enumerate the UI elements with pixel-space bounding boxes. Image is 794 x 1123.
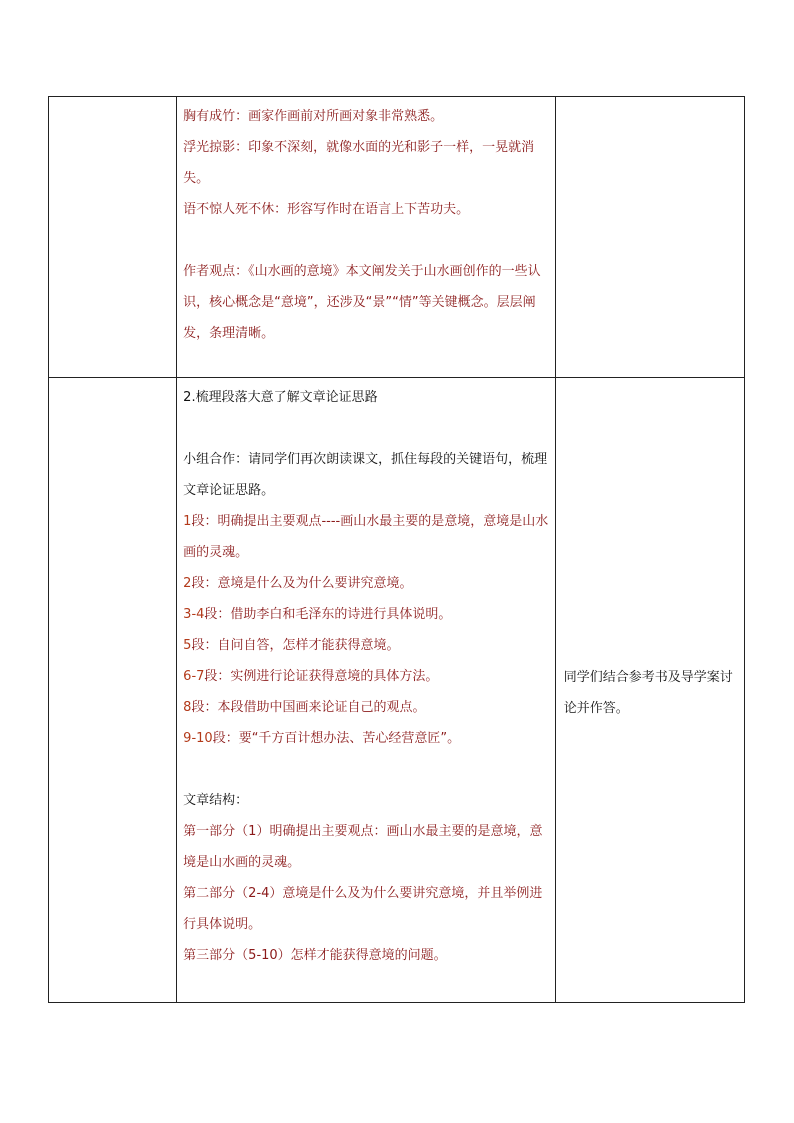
paragraph-text: 段：实例进行论证获得意境的具体方法。 <box>204 669 439 684</box>
structure-part: 第一部分（1）明确提出主要观点：画山水最主要的是意境，意境是山水画的灵魂。 <box>183 824 543 870</box>
lesson-plan-table <box>48 96 745 1003</box>
paragraph-text: 段：要“千方百计想办法、苦心经营意匠”。 <box>212 731 461 746</box>
paragraph-text: 段：意境是什么及为什么要讲究意境。 <box>191 576 413 591</box>
idiom-line: 语不惊人死不休：形容写作时在语言上下苦功夫。 <box>183 202 470 217</box>
empty-cell <box>49 378 177 1003</box>
student-activity-cell <box>555 378 744 1003</box>
content-cell <box>177 378 556 1003</box>
idiom-line: 浮光掠影：印象不深刻，就像水面的光和影子一样，一晃就消失。 <box>183 140 535 186</box>
paragraph-text: 段：明确提出主要观点----画山水最主要的是意境，意境是山水画的灵魂。 <box>183 514 549 560</box>
structure-title: 文章结构： <box>183 793 249 808</box>
paragraph-number: 9-10 <box>183 731 213 746</box>
empty-cell <box>555 97 744 378</box>
structure-part: 第二部分（2-4）意境是什么及为什么要讲究意境，并且举例进行具体说明。 <box>183 886 543 932</box>
paragraph-text: 段：自问自答，怎样才能获得意境。 <box>191 638 400 653</box>
section-heading: 2.梳理段落大意了解文章论证思路 <box>183 390 378 405</box>
paragraph-number: 1 <box>183 514 192 529</box>
structure-part: 第三部分（5-10）怎样才能获得意境的问题。 <box>183 948 447 963</box>
paragraph-number: 6-7 <box>183 669 205 684</box>
table-row <box>49 378 745 1003</box>
paragraph-summary <box>183 568 549 599</box>
paragraph-summary <box>183 630 549 661</box>
paragraph-number: 8 <box>183 700 192 715</box>
empty-cell <box>49 97 177 378</box>
paragraph-summary <box>183 599 549 630</box>
group-task: 小组合作：请同学们再次朗读课文，抓住每段的关键语句，梳理文章论证思路。 <box>183 452 548 498</box>
paragraph-summary <box>183 692 549 723</box>
paragraph-text: 段：本段借助中国画来论证自己的观点。 <box>191 700 426 715</box>
paragraph-summary <box>183 506 549 568</box>
table-row <box>49 97 745 378</box>
author-view: 作者观点：《山水画的意境》本文阐发关于山水画创作的一些认识，核心概念是“意境”，还涉及“景”“情”等关键概念。层层阐发，条理清晰。 <box>183 264 541 341</box>
paragraph-text: 段：借助李白和毛泽东的诗进行具体说明。 <box>204 607 452 622</box>
student-note: 同学们结合参考书及导学案讨论并作答。 <box>563 670 733 716</box>
paragraph-number: 5 <box>183 638 192 653</box>
idiom-line: 胸有成竹：画家作画前对所画对象非常熟悉。 <box>183 109 444 124</box>
paragraph-number: 3-4 <box>183 607 205 622</box>
paragraph-summary <box>183 661 549 692</box>
paragraph-number: 2 <box>183 576 192 591</box>
paragraph-summary <box>183 723 549 754</box>
content-cell <box>177 97 556 378</box>
